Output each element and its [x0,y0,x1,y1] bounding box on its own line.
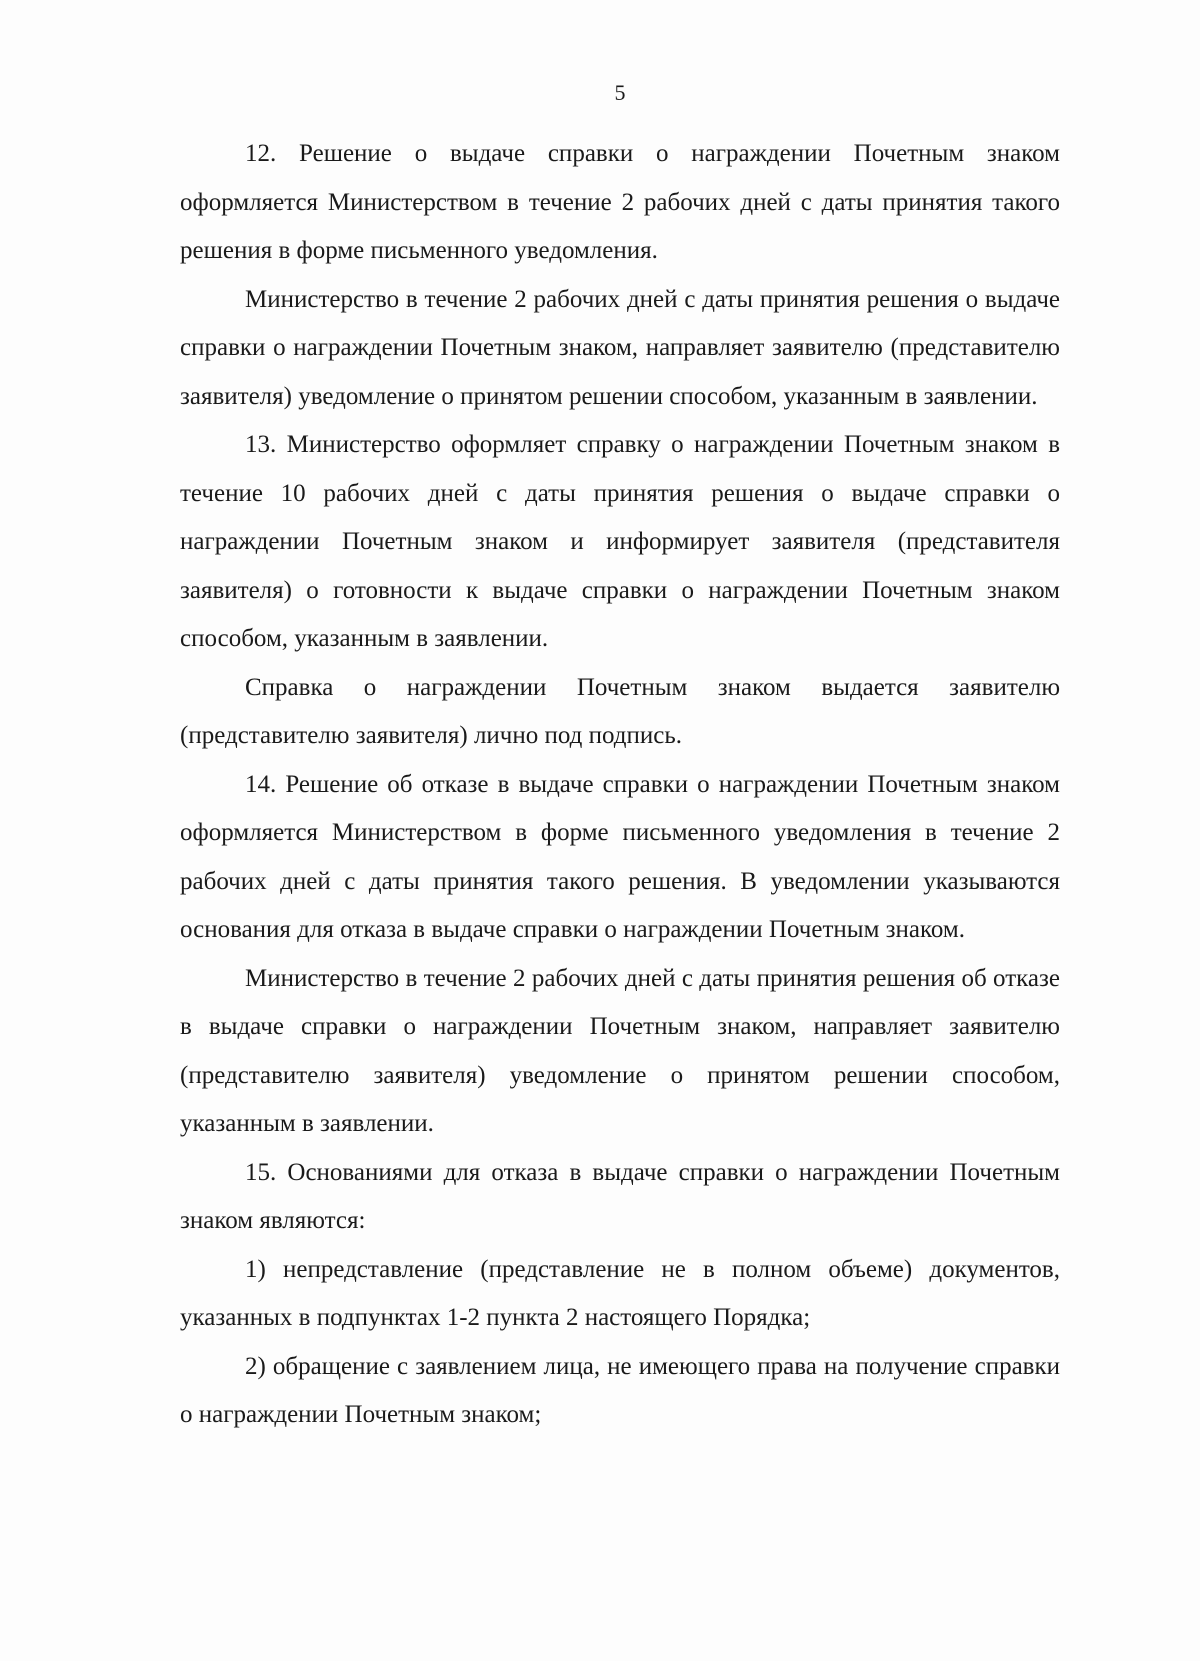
paragraph-15: 15. Основаниями для отказа в выдаче справки о награждении Почетным знаком являются: [180,1158,1060,1234]
paragraph-14: 14. Решение об отказе в выдаче справки о награждении Почетным знаком оформляется Министерством в форме письменного уведомления в течение 2 рабочих дней с даты принятия такого решения. В уведомлении указываются основания для отказа в выдаче справки о награждении Почетным знаком. [180,770,1060,943]
paragraph-13: 13. Министерство оформляет справку о награждении Почетным знаком в течение 10 рабочих дней с даты принятия решения о выдаче справки о награждении Почетным знаком и информирует заявителя (представителя заявителя) о готовности к выдаче справки о награждении Почетным знаком способом, указанным в заявлении. [180,431,1060,652]
paragraph-12-notification: Министерство в течение 2 рабочих дней с даты принятия решения о выдаче справки о награждении Почетным знаком, направляет заявителю (представителю заявителя) уведомление о принятом решении способом, указанным в заявлении. [180,285,1060,410]
paragraph-13-issuance: Справка о награждении Почетным знаком выдается заявителю (представителю заявителя) лично под подпись. [180,673,1060,749]
page-number: 5 [614,80,626,105]
paragraph-15-item-1: 1) непредставление (представление не в полном объеме) документов, указанных в подпунктах 1-2 пункта 2 настоящего Порядка; [180,1255,1060,1331]
paragraph-14-notification: Министерство в течение 2 рабочих дней с даты принятия решения об отказе в выдаче справки о награждении Почетным знаком, направляет заявителю (представителю заявителя) уведомление о принятом решении способом, указанным в заявлении. [180,964,1060,1137]
paragraph-12: 12. Решение о выдаче справки о награждении Почетным знаком оформляется Министерством в течение 2 рабочих дней с даты принятия такого решения в форме письменного уведомления. [180,140,1060,264]
document-body [180,130,1060,1440]
paragraph-15-item-2: 2) обращение с заявлением лица, не имеющего права на получение справки о награждении Почетным знаком; [180,1352,1060,1428]
